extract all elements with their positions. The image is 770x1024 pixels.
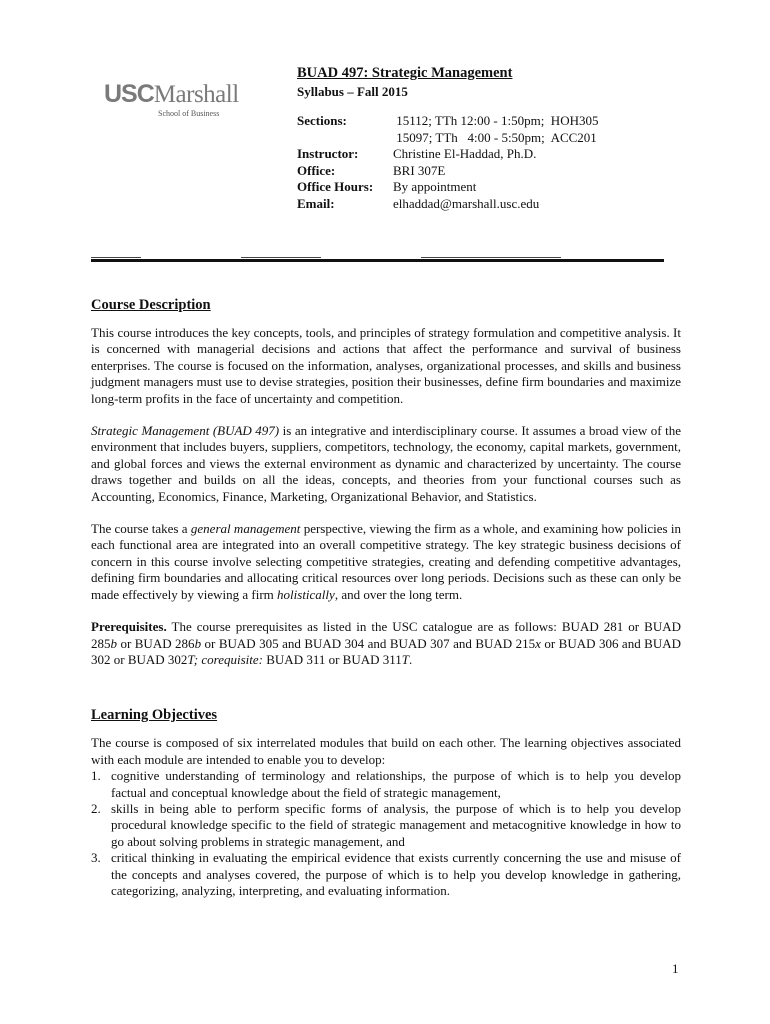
- instructor-value: Christine El-Haddad, Ph.D.: [393, 146, 537, 161]
- prerequisites-paragraph: Prerequisites. The course prerequisites as listed in the USC catalogue are as follows: BUAD 281 or BUAD 285b or BUAD 286b or BUAD 305 and BUAD 304 and BUAD 307 and BUAD 215x or BUAD 306 and BUAD 302 or BUAD 302T; corequisite: BUAD 311 or BUAD 311T.: [91, 619, 681, 667]
- page-number: 1: [672, 961, 679, 976]
- header-divider: [91, 258, 664, 262]
- email-value: elhaddad@marshall.usc.edu: [393, 195, 540, 211]
- instructor-label: Instructor:: [297, 146, 359, 161]
- description-paragraph-3: The course takes a general management perspective, viewing the firm as a whole, and examining how policies in each functional area are integrated into an overall competitive strategy. The key strategic business decisions of concern in this course involve selecting competitive strategies, creating and defending competitive advantages, defining firm boundaries and allocating critical resources over long periods. Decisions such as these can only be made effectively by viewing a firm holistically, and over the long term.: [91, 521, 681, 602]
- email-label: Email:: [297, 195, 335, 211]
- course-title: BUAD 497: Strategic Management: [297, 65, 513, 81]
- sections-label: Sections:: [297, 113, 347, 128]
- office-hours-label: Office Hours:: [297, 179, 374, 194]
- course-description-heading: Course Description: [91, 297, 211, 313]
- list-item: 3. critical thinking in evaluating the empirical evidence that exists currently concerning the use and misuse of the concepts and analyses covered, the purpose of which is to help you develop knowledge in gathering, categorizing, analyzing, interpreting, and evaluating information.: [91, 850, 681, 898]
- office-value: BRI 307E: [393, 162, 446, 178]
- list-item: 1. cognitive understanding of terminology and relationships, the purpose of which is to help you develop factual and conceptual knowledge about the field of strategic management,: [91, 768, 681, 800]
- sections-value-2: 15097; TTh 4:00 - 5:50pm; ACC201: [393, 129, 597, 145]
- logo-usc: USC: [104, 80, 154, 108]
- syllabus-body: [91, 296, 681, 899]
- logo-wordmark: [104, 80, 264, 109]
- logo-subtitle: School of Business: [158, 109, 220, 118]
- objectives-list: [91, 768, 681, 899]
- logo-marshall: Marshall: [153, 81, 239, 108]
- list-item: 2. skills in being able to perform specific forms of analysis, the purpose of which is to help you develop procedural knowledge specific to the field of strategic management and metacognitive knowledge in how to go about solving problems in strategic management, and: [91, 800, 681, 849]
- sections-value-1: 15112; TTh 12:00 - 1:50pm; HOH305: [393, 113, 599, 128]
- office-label: Office:: [297, 162, 336, 178]
- usc-marshall-logo: [104, 80, 264, 118]
- course-name-italic: Strategic Management (BUAD 497): [91, 423, 280, 439]
- learning-objectives-heading: Learning Objectives: [91, 707, 218, 724]
- syllabus-header: [297, 64, 697, 212]
- office-hours-value: By appointment: [393, 179, 477, 194]
- syllabus-term: Syllabus – Fall 2015: [297, 84, 408, 99]
- course-info-table: [297, 113, 697, 212]
- description-paragraph-1: This course introduces the key concepts, tools, and principles of strategy formulation and competitive analysis. It is concerned with managerial decisions and actions that affect the performance and survival of business enterprises. The course is focused on the information, analyses, organizational processes, and skills and business judgment managers must use to devise strategies, position their businesses, define firm boundaries and maximize long-term profits in the face of uncertainty and competition.: [91, 325, 681, 406]
- description-paragraph-2: Strategic Management (BUAD 497) is an integrative and interdisciplinary course. It assumes a broad view of the environment that includes buyers, suppliers, competitors, technology, the economy, capital markets, government, and global forces and views the external environment as dynamic and characterized by uncertainty. The course draws together and builds on all the ideas, concepts, and theories from your functional courses such as Accounting, Economics, Finance, Marketing, Organizational Behavior, and Statistics.: [91, 423, 681, 504]
- sections-label-spacer: [297, 130, 393, 147]
- objectives-intro: The course is composed of six interrelated modules that build on each other. The learning objectives associated with each module are intended to enable you to develop:: [91, 735, 681, 767]
- prerequisites-label: Prerequisites.: [91, 619, 167, 635]
